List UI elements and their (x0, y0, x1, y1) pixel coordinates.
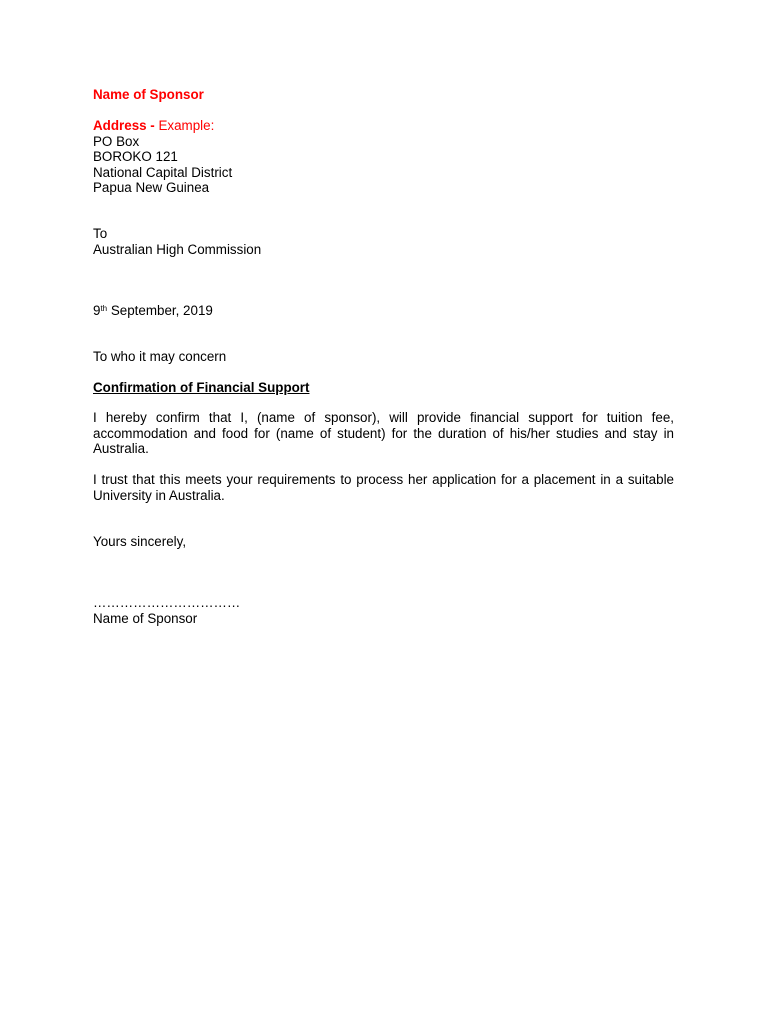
closing: Yours sincerely, (93, 534, 187, 549)
letter-date (93, 303, 213, 319)
address-label: Address - (93, 118, 159, 133)
body-paragraph: I hereby confirm that I, (name of sponsor), will provide financial support for tuition fee, accommodation and food for (name of student) for the duration of his/her studies and stay in Australia. (93, 410, 674, 456)
body-paragraph: I trust that this meets your requirements to process her application for a placement in a suitable University in Australia. (93, 472, 674, 503)
address-label-line (93, 118, 232, 134)
signature-block (93, 595, 240, 626)
salutation: To who it may concern (93, 349, 227, 364)
address-example: Example: (158, 118, 215, 133)
address-line: National Capital District (93, 164, 233, 180)
date-day: 9 (93, 303, 101, 318)
recipient-block (93, 226, 261, 257)
recipient-name: Australian High Commission (93, 241, 262, 257)
address-line: BOROKO 121 (93, 149, 178, 164)
signature-name: Name of Sponsor (93, 610, 198, 626)
date-suffix: th (100, 304, 108, 313)
signature-line: …………………………… (93, 595, 241, 610)
address-line: PO Box (93, 133, 140, 149)
address-line: Papua New Guinea (93, 180, 210, 195)
date-rest: September, 2019 (107, 303, 213, 318)
subject-line: Confirmation of Financial Support (93, 380, 310, 395)
address-block (93, 118, 232, 196)
recipient-to: To (93, 226, 108, 241)
sponsor-name-heading: Name of Sponsor (93, 87, 204, 102)
